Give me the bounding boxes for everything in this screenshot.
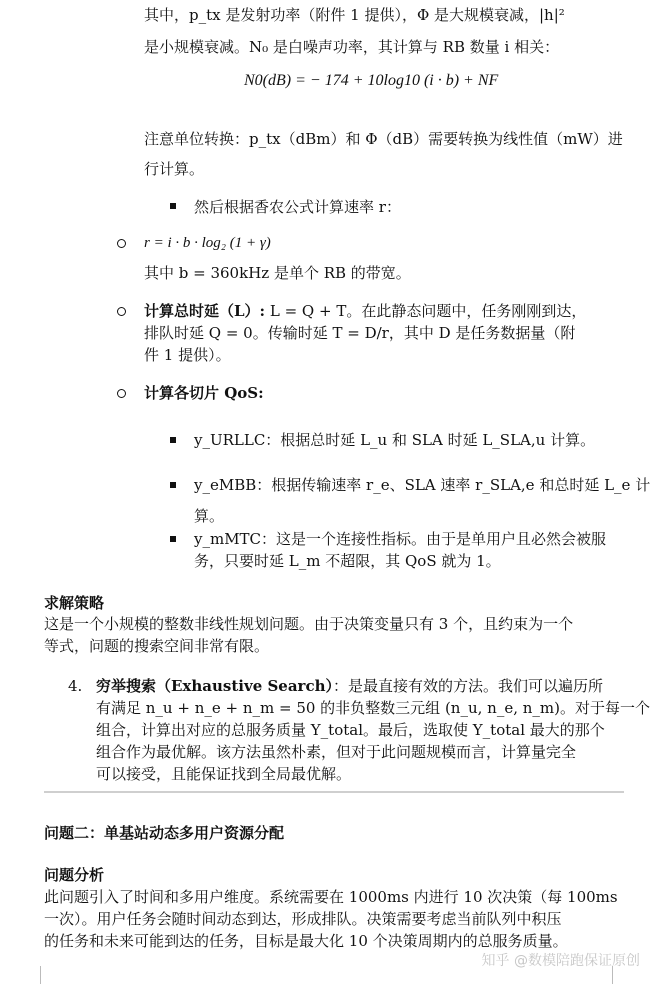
text-line: 等式，问题的搜索空间非常有限。 [44,637,270,655]
circle-bullet-icon [117,307,126,316]
delay-title: 计算总时延（L）: [144,302,266,320]
circle-bullet-icon [117,239,126,248]
text-line: 其中 b = 360kHz 是单个 RB 的带宽。 [144,264,411,282]
q2-heading: 问题二：单基站动态多用户资源分配 [44,824,285,842]
item4-line [96,675,603,697]
text-line: 算。 [194,507,225,525]
text-line: 其中，p_tx 是发射功率（附件 1 提供），Φ 是大规模衰减，|h|² [144,6,565,24]
square-bullet-icon [170,536,176,542]
square-bullet-icon [170,203,176,209]
text-line: 的任务和未来可能到达的任务，目标是最大化 10 个决策周期内的总服务质量。 [44,932,568,950]
square-bullet-icon [170,437,176,443]
bullet-text: y_URLLC：根据总时延 L_u 和 SLA 时延 L_SLA,u 计算。 [194,431,596,449]
circle-bullet-icon [117,389,126,398]
text-line: 可以接受，且能保证找到全局最优解。 [96,765,352,783]
text-line: 此问题引入了时间和多用户维度。系统需要在 1000ms 内进行 10 次决策（每 100ms [44,888,618,906]
divider [44,791,624,793]
page-corner-mark [22,966,41,984]
strategy-heading: 求解策略 [44,594,105,612]
watermark: 知乎 @数模陪跑保证原创 [481,953,640,969]
qos-title: 计算各切片 QoS: [144,384,264,402]
item4-text: ：是最直接有效的方法。我们可以遍历所 [333,677,604,695]
text-line: 这是一个小规模的整数非线性规划问题。由于决策变量只有 3 个，且约束为一个 [44,615,574,633]
bullet-text: y_mMTC：这是一个连接性指标。由于是单用户且必然会被服 [194,530,607,548]
text-line: 有满足 n_u + n_e + n_m = 50 的非负整数三元组 (n_u, n_e, n_m)。对于每一个 [96,699,650,717]
text-line: 组合，计算出对应的总服务质量 Y_total。最后，选取使 Y_total 最大的那个 [96,721,605,739]
delay-text: L = Q + T。在此静态问题中，任务刚刚到达， [265,302,587,320]
bullet-text: 然后根据香农公式计算速率 r： [194,198,401,216]
text-line: 务，只要时延 L_m 不超限，其 QoS 就为 1。 [194,552,501,570]
item4-title: 穷举搜索（Exhaustive Search） [96,677,333,695]
text-line: 行计算。 [144,160,205,178]
list-number: 4. [68,677,83,695]
text-line: 注意单位转换：p_tx（dBm）和 Φ（dB）需要转换为线性值（mW）进 [144,130,623,148]
noise-formula: N0(dB) = − 174 + 10log10 (i · b) + NF [244,72,499,89]
text-line: 组合作为最优解。该方法虽然朴素，但对于此问题规模而言，计算量完全 [96,743,577,761]
square-bullet-icon [170,482,176,488]
delay-line [144,300,586,322]
text-line: 件 1 提供）。 [144,346,231,364]
rate-formula: r = i · b · log₂ (1 + γ) [144,235,271,251]
text-line: 一次）。用户任务会随时间动态到达，形成排队。决策需要考虑当前队列中积压 [44,910,562,928]
analysis-heading: 问题分析 [44,866,105,884]
bullet-text: y_eMBB：根据传输速率 r_e、SLA 速率 r_SLA,e 和总时延 L_e 计 [194,476,651,494]
text-line: 排队时延 Q = 0。传输时延 T = D/r，其中 D 是任务数据量（附 [144,324,576,342]
text-line: 是小规模衰减。N₀ 是白噪声功率，其计算与 RB 数量 i 相关： [144,38,560,56]
